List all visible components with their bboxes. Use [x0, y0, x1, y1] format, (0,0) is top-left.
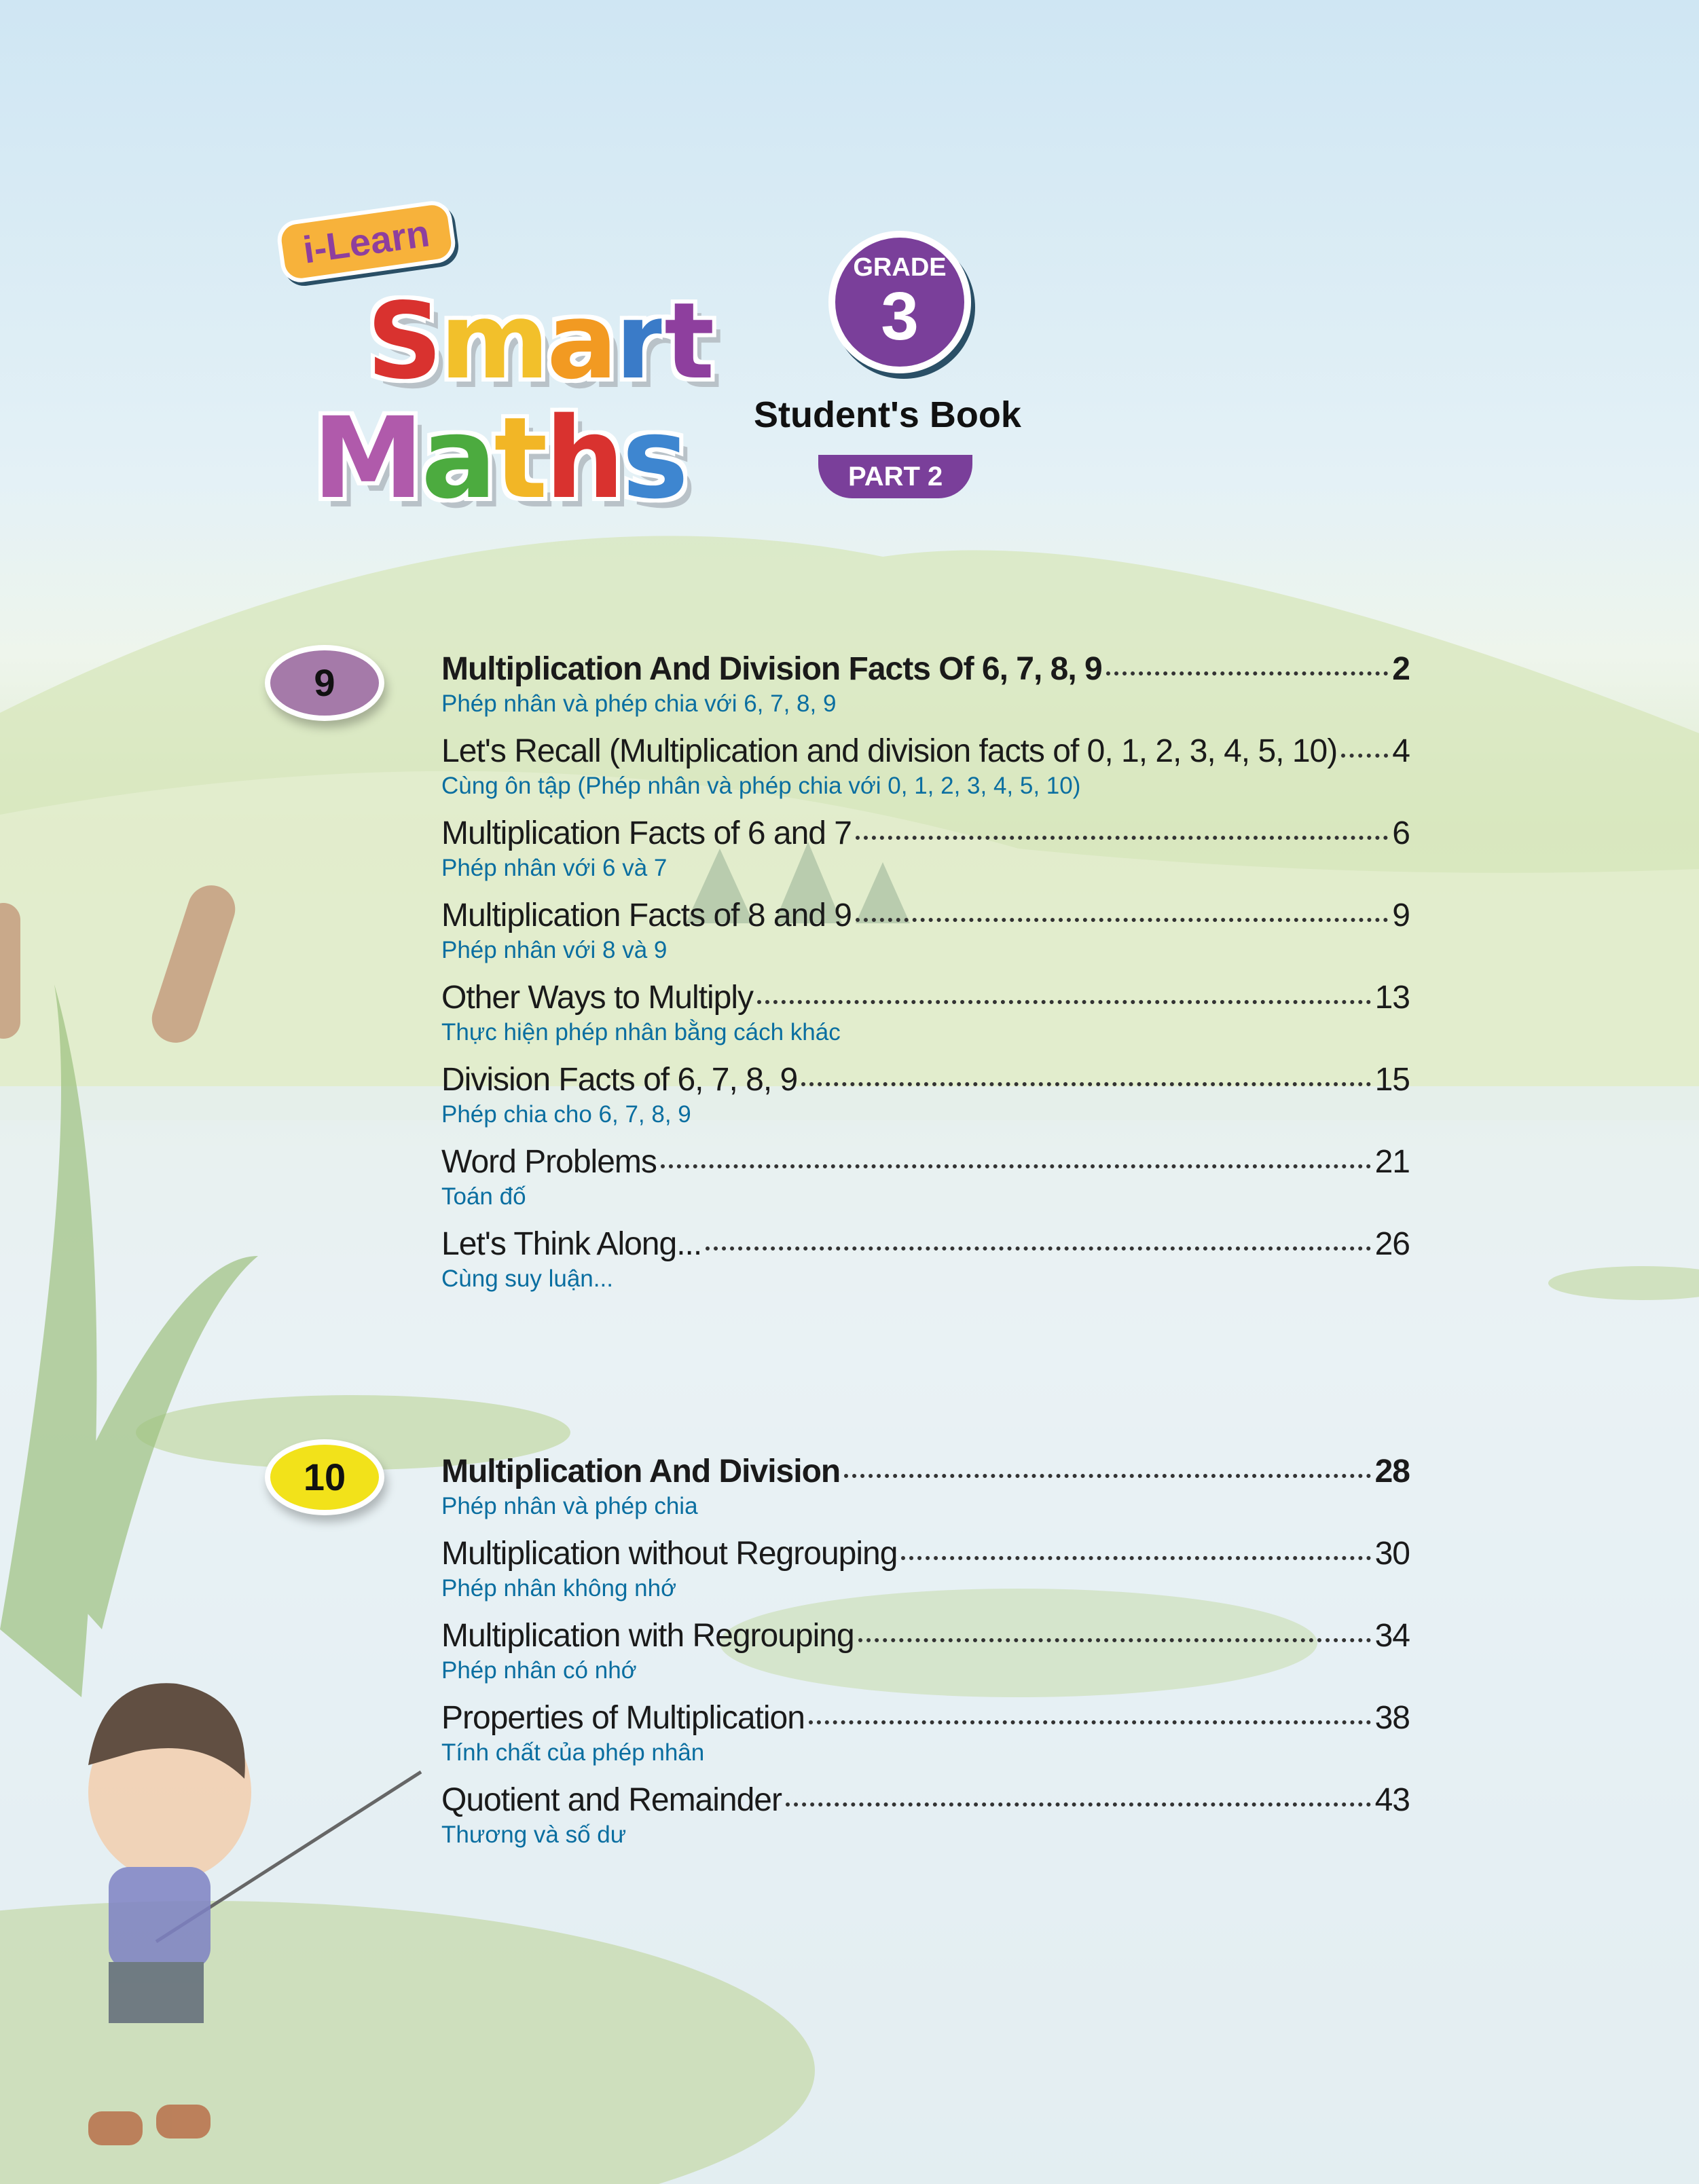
dot-leader — [706, 1246, 1370, 1251]
grade-badge: GRADE 3 — [828, 231, 971, 373]
page-number: 15 — [1374, 1062, 1410, 1098]
entry-subtitle: Toán đố — [441, 1183, 526, 1210]
dot-leader — [786, 1802, 1371, 1807]
page-number: 21 — [1374, 1144, 1410, 1180]
entry-title: Other Ways to Multiply — [441, 980, 754, 1016]
logo-title-line1: Smart — [367, 280, 712, 403]
part-ribbon: PART 2 — [818, 455, 972, 498]
entry-title: Multiplication without Regrouping — [441, 1536, 898, 1572]
chapter-10-contents — [441, 1453, 1410, 1864]
page-number: 4 — [1392, 733, 1410, 769]
dot-leader — [856, 836, 1388, 840]
dot-leader — [901, 1556, 1370, 1560]
page-number: 38 — [1374, 1700, 1410, 1736]
entry-title: Quotient and Remainder — [441, 1782, 782, 1818]
entry-subtitle: Phép nhân và phép chia — [441, 1493, 698, 1519]
toc-entry[interactable] — [441, 897, 1410, 979]
entry-title: Let's Recall (Multiplication and division facts of 0, 1, 2, 3, 4, 5, 10) — [441, 733, 1338, 769]
entry-subtitle: Tính chất của phép nhân — [441, 1739, 705, 1766]
page-number: 9 — [1392, 897, 1410, 933]
page-number: 2 — [1392, 651, 1410, 687]
entry-subtitle: Thực hiện phép nhân bằng cách khác — [441, 1019, 841, 1045]
toc-entry[interactable] — [441, 1453, 1410, 1535]
logo-title-line2: Maths — [312, 393, 687, 523]
entry-title: Multiplication Facts of 8 and 9 — [441, 897, 852, 933]
chapter-10-badge: 10 — [265, 1439, 384, 1515]
toc-entry[interactable] — [441, 1061, 1410, 1143]
entry-subtitle: Phép nhân và phép chia với 6, 7, 8, 9 — [441, 690, 837, 717]
toc-entry[interactable] — [441, 733, 1410, 815]
entry-subtitle: Phép nhân không nhớ — [441, 1575, 677, 1602]
toc-entry[interactable] — [441, 979, 1410, 1061]
toc-entry[interactable] — [441, 1781, 1410, 1864]
entry-subtitle: Phép nhân có nhớ — [441, 1657, 637, 1684]
entry-title: Multiplication And Division Facts Of 6, 7, 8, 9 — [441, 651, 1102, 687]
entry-subtitle: Phép nhân với 6 và 7 — [441, 855, 668, 881]
page-number: 13 — [1374, 980, 1410, 1016]
dot-leader — [809, 1720, 1371, 1724]
entry-subtitle: Phép nhân với 8 và 9 — [441, 937, 668, 963]
dot-leader — [661, 1164, 1371, 1168]
toc-entry[interactable] — [441, 1699, 1410, 1781]
chapter-9-contents — [441, 650, 1410, 1308]
cattail — [0, 903, 20, 1039]
toc-entry[interactable] — [441, 815, 1410, 897]
page-number: 43 — [1374, 1782, 1410, 1818]
entry-title: Let's Think Along... — [441, 1226, 702, 1262]
entry-title: Division Facts of 6, 7, 8, 9 — [441, 1062, 798, 1098]
page-number: 30 — [1374, 1536, 1410, 1572]
toc-entry[interactable] — [441, 1225, 1410, 1308]
dot-leader — [1341, 754, 1388, 758]
dot-leader — [757, 1000, 1371, 1004]
book-type-label: Student's Book — [754, 394, 1021, 435]
entry-subtitle: Cùng ôn tập (Phép nhân và phép chia với 0, 1, 2, 3, 4, 5, 10) — [441, 773, 1081, 799]
page-number: 26 — [1374, 1226, 1410, 1262]
page-number: 6 — [1392, 815, 1410, 851]
toc-entry[interactable] — [441, 1535, 1410, 1617]
toc-entry[interactable] — [441, 1617, 1410, 1699]
page-number: 34 — [1374, 1618, 1410, 1654]
entry-title: Multiplication with Regrouping — [441, 1618, 854, 1654]
dot-leader — [844, 1474, 1370, 1478]
chapter-9-badge: 9 — [265, 645, 384, 721]
dot-leader — [1106, 671, 1389, 675]
entry-subtitle: Thương và số dư — [441, 1821, 627, 1848]
smart-maths-logo — [265, 204, 1021, 523]
dot-leader — [856, 918, 1388, 922]
entry-title: Multiplication And Division — [441, 1454, 841, 1489]
entry-title: Properties of Multiplication — [441, 1700, 805, 1736]
entry-subtitle: Phép chia cho 6, 7, 8, 9 — [441, 1101, 691, 1128]
dot-leader — [858, 1638, 1371, 1642]
dot-leader — [801, 1082, 1370, 1086]
toc-entry[interactable] — [441, 1143, 1410, 1225]
page-number: 28 — [1374, 1454, 1410, 1489]
brand-badge: i-Learn — [275, 198, 458, 284]
entry-title: Multiplication Facts of 6 and 7 — [441, 815, 852, 851]
entry-title: Word Problems — [441, 1144, 657, 1180]
toc-entry[interactable] — [441, 650, 1410, 733]
entry-subtitle: Cùng suy luận... — [441, 1265, 613, 1292]
